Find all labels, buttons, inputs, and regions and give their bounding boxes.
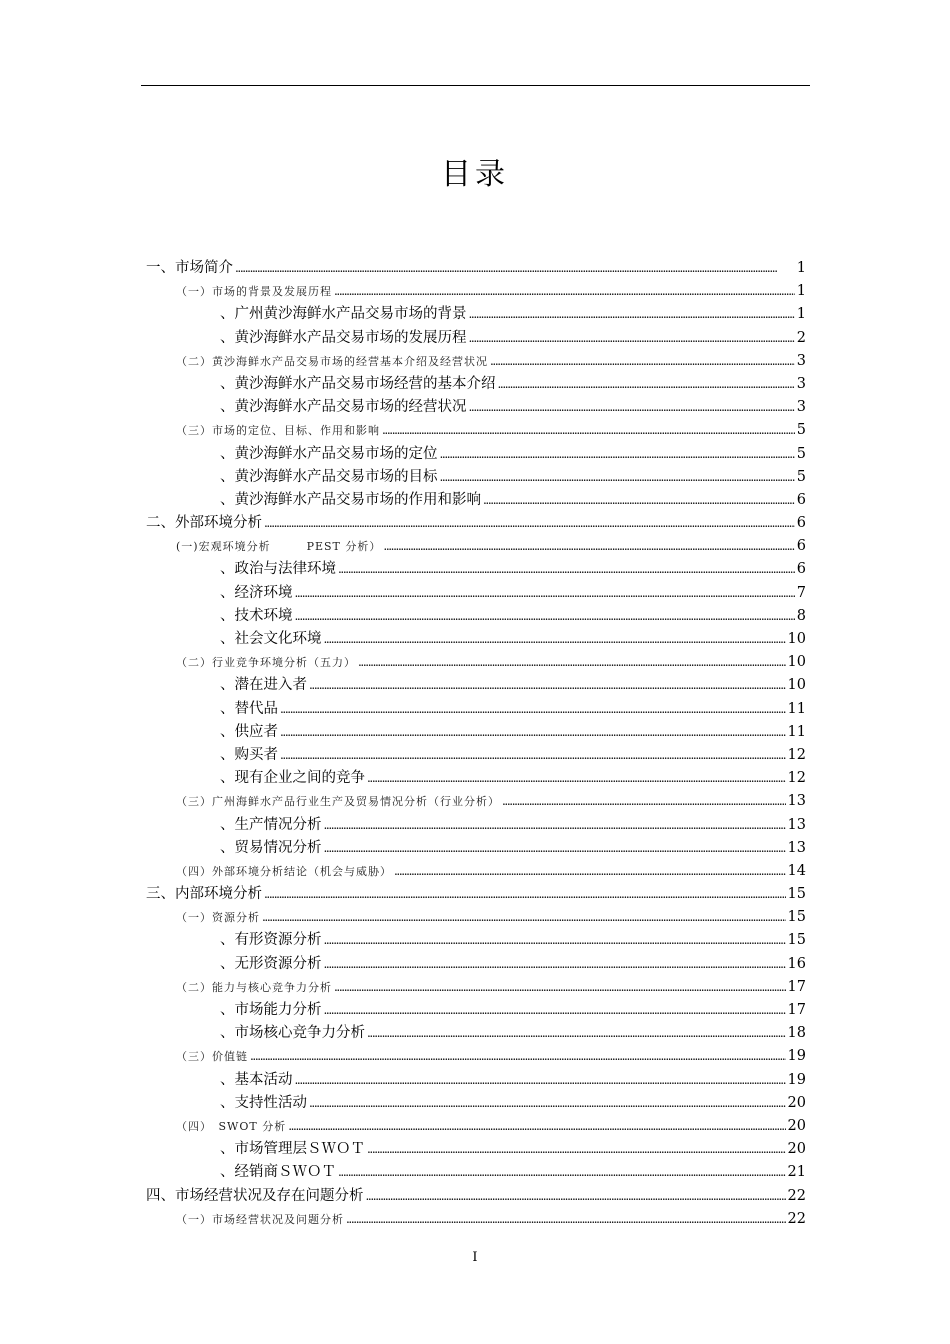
toc-entry-page: 20 bbox=[787, 1117, 806, 1134]
toc-leader-dots bbox=[280, 698, 786, 721]
toc-entry[interactable] bbox=[141, 1138, 806, 1161]
toc-leader-dots bbox=[338, 558, 795, 581]
toc-entry[interactable] bbox=[141, 350, 806, 373]
toc-entry-page: 10 bbox=[787, 677, 806, 694]
toc-leader-dots bbox=[338, 1161, 786, 1184]
toc-entry-page: 15 bbox=[787, 932, 806, 949]
toc-entry-page: 20 bbox=[787, 1141, 806, 1158]
toc-entry-page: 5 bbox=[796, 445, 806, 462]
toc-entry-text: 、黄沙海鲜水产品交易市场的作用和影响 bbox=[220, 491, 481, 508]
toc-entry-page: 14 bbox=[787, 862, 806, 879]
toc-entry[interactable] bbox=[141, 628, 806, 651]
toc-entry[interactable] bbox=[141, 327, 806, 350]
toc-entry[interactable] bbox=[141, 906, 806, 929]
toc-entry[interactable] bbox=[141, 443, 806, 466]
toc-leader-dots bbox=[262, 906, 786, 929]
toc-leader-dots bbox=[440, 443, 795, 466]
toc-entry-text: 、经销商ＳＷＯＴ bbox=[220, 1164, 336, 1181]
toc-leader-dots bbox=[394, 860, 786, 883]
toc-entry[interactable] bbox=[141, 1069, 806, 1092]
toc-entry-page: 22 bbox=[787, 1187, 806, 1204]
toc-entry-text: 、黄沙海鲜水产品交易市场的经营状况 bbox=[220, 399, 467, 416]
toc-entry-page: 19 bbox=[787, 1071, 806, 1088]
toc-entry-page: 5 bbox=[796, 468, 806, 485]
toc-entry[interactable] bbox=[141, 721, 806, 744]
toc-entry-text: 、购买者 bbox=[220, 746, 278, 763]
toc-entry-page: 13 bbox=[787, 793, 806, 810]
toc-entry[interactable] bbox=[141, 582, 806, 605]
toc-entry-page: 18 bbox=[787, 1025, 806, 1042]
toc-leader-dots bbox=[324, 837, 786, 860]
toc-entry-page: 1 bbox=[796, 260, 806, 276]
toc-leader-dots bbox=[367, 767, 786, 790]
toc-entry[interactable] bbox=[141, 929, 806, 952]
toc-entry-page: 2 bbox=[796, 329, 806, 346]
toc-entry-page: 17 bbox=[787, 978, 806, 995]
toc-leader-dots bbox=[483, 489, 795, 512]
toc-entry[interactable] bbox=[141, 860, 806, 883]
toc-entry-page: 19 bbox=[787, 1048, 806, 1065]
toc-leader-dots bbox=[367, 1138, 786, 1161]
toc-entry[interactable] bbox=[141, 744, 806, 767]
toc-entry-text: （二）能力与核心竞争力分析 bbox=[176, 980, 332, 994]
toc-entry[interactable] bbox=[141, 1092, 806, 1115]
toc-entry[interactable] bbox=[141, 953, 806, 976]
toc-leader-dots bbox=[346, 1208, 786, 1231]
toc-entry[interactable] bbox=[141, 466, 806, 489]
toc-entry-page: 6 bbox=[796, 491, 806, 508]
toc-entry[interactable] bbox=[141, 373, 806, 396]
toc-entry-text: （三）广州海鲜水产品行业生产及贸易情况分析（行业分析） bbox=[176, 795, 500, 809]
toc-entry-text: 、黄沙海鲜水产品交易市场的定位 bbox=[220, 445, 438, 462]
toc-entry[interactable] bbox=[141, 698, 806, 721]
toc-entry[interactable] bbox=[141, 999, 806, 1022]
toc-entry[interactable] bbox=[141, 767, 806, 790]
toc-entry-page: 10 bbox=[787, 654, 806, 671]
toc-leader-dots bbox=[358, 651, 786, 674]
toc-entry-text: （一）市场经营状况及问题分析 bbox=[176, 1212, 344, 1226]
toc-leader-dots bbox=[334, 976, 786, 999]
toc-entry-page: 10 bbox=[787, 631, 806, 647]
toc-entry[interactable] bbox=[141, 651, 806, 674]
toc-leader-dots bbox=[334, 280, 795, 303]
toc-entry-text: 、支持性活动 bbox=[220, 1094, 307, 1111]
toc-entry-page: 15 bbox=[787, 886, 806, 903]
toc-entry-text: 、政治与法律环境 bbox=[220, 561, 336, 578]
toc-leader-dots bbox=[324, 953, 786, 976]
page-number: I bbox=[472, 1250, 478, 1265]
header-rule bbox=[141, 85, 810, 86]
toc-entry-text: 三、内部环境分析 bbox=[146, 886, 262, 903]
table-of-contents bbox=[141, 257, 806, 1231]
toc-entry[interactable] bbox=[141, 674, 806, 697]
toc-entry-text: （二）行业竞争环境分析（五力） bbox=[176, 656, 356, 670]
toc-entry-text: 一、市场简介 bbox=[146, 260, 233, 276]
toc-entry[interactable] bbox=[141, 1208, 806, 1231]
toc-entry-text: 、现有企业之间的竞争 bbox=[220, 770, 365, 787]
toc-entry-page: 7 bbox=[796, 584, 806, 601]
toc-entry-page: 3 bbox=[796, 399, 806, 416]
toc-entry-text: 四、市场经营状况及存在问题分析 bbox=[146, 1187, 364, 1204]
toc-entry[interactable] bbox=[141, 303, 806, 326]
toc-entry[interactable] bbox=[141, 396, 806, 419]
toc-leader-dots bbox=[295, 1069, 786, 1092]
toc-entry-text: 、市场能力分析 bbox=[220, 1002, 322, 1018]
toc-entry-page: 8 bbox=[796, 607, 806, 624]
toc-entry-page: 6 bbox=[796, 515, 806, 532]
toc-entry-text: （一）市场的背景及发展历程 bbox=[176, 285, 332, 299]
toc-entry[interactable] bbox=[141, 1185, 806, 1208]
toc-entry-text: 、基本活动 bbox=[220, 1071, 293, 1088]
toc-entry[interactable] bbox=[141, 558, 806, 581]
toc-leader-dots bbox=[440, 466, 795, 489]
toc-entry-page: 11 bbox=[787, 700, 806, 717]
toc-entry-page: 1 bbox=[796, 283, 806, 300]
toc-entry[interactable] bbox=[141, 605, 806, 628]
toc-entry-text: 、贸易情况分析 bbox=[220, 839, 322, 856]
toc-entry-page: 17 bbox=[787, 1002, 806, 1018]
toc-entry[interactable] bbox=[141, 280, 806, 303]
toc-entry-page: 12 bbox=[787, 770, 806, 787]
toc-entry-text: 、生产情况分析 bbox=[220, 816, 322, 833]
toc-entry-page: 5 bbox=[796, 422, 806, 439]
toc-entry[interactable] bbox=[141, 790, 806, 813]
toc-entry-text: （三）价值链 bbox=[176, 1050, 248, 1064]
toc-entry-page: 1 bbox=[796, 306, 806, 323]
toc-leader-dots bbox=[498, 373, 795, 396]
toc-leader-dots bbox=[324, 999, 786, 1022]
toc-entry[interactable] bbox=[141, 257, 806, 280]
toc-entry-page: 16 bbox=[787, 955, 806, 972]
toc-entry-text: 、替代品 bbox=[220, 700, 278, 717]
toc-leader-dots bbox=[295, 605, 795, 628]
toc-entry-text: （四）外部环境分析结论（机会与威胁） bbox=[176, 864, 392, 878]
toc-leader-dots bbox=[280, 744, 786, 767]
toc-entry-text: 、有形资源分析 bbox=[220, 932, 322, 949]
toc-entry-page: 11 bbox=[787, 723, 806, 740]
toc-entry-page: 21 bbox=[787, 1164, 806, 1181]
toc-leader-dots bbox=[264, 512, 795, 535]
toc-entry[interactable] bbox=[141, 489, 806, 512]
toc-leader-dots bbox=[250, 1045, 786, 1068]
toc-entry-text: 、无形资源分析 bbox=[220, 955, 322, 972]
toc-entry-text: 、市场管理层ＳＷＯＴ bbox=[220, 1141, 365, 1158]
toc-entry-text: 二、外部环境分析 bbox=[146, 515, 262, 532]
toc-leader-dots bbox=[264, 883, 786, 906]
toc-entry[interactable] bbox=[141, 1115, 806, 1138]
toc-leader-dots bbox=[469, 303, 795, 326]
toc-leader-dots bbox=[367, 1022, 786, 1045]
toc-entry[interactable] bbox=[141, 512, 806, 535]
toc-entry-page: 13 bbox=[787, 839, 806, 856]
toc-leader-dots bbox=[324, 929, 786, 952]
page-title: 目录 bbox=[441, 157, 509, 192]
toc-entry[interactable] bbox=[141, 814, 806, 837]
toc-entry-text: 、黄沙海鲜水产品交易市场经营的基本介绍 bbox=[220, 375, 496, 392]
toc-entry-page: 13 bbox=[787, 816, 806, 833]
toc-leader-dots bbox=[324, 628, 786, 651]
toc-entry-text: 、技术环境 bbox=[220, 607, 293, 624]
toc-entry-text: 、黄沙海鲜水产品交易市场的发展历程 bbox=[220, 329, 467, 346]
toc-leader-dots bbox=[309, 1092, 786, 1115]
toc-entry-text: 、潜在进入者 bbox=[220, 677, 307, 694]
toc-entry-text: （二）黄沙海鲜水产品交易市场的经营基本介绍及经营状况 bbox=[176, 354, 488, 368]
toc-entry-text: （三）市场的定位、目标、作用和影响 bbox=[176, 424, 380, 438]
toc-entry-page: 6 bbox=[796, 538, 806, 555]
toc-leader-dots bbox=[235, 257, 795, 280]
toc-entry-text: 、供应者 bbox=[220, 723, 278, 740]
toc-entry-page: 3 bbox=[796, 375, 806, 392]
toc-entry-page: 6 bbox=[796, 561, 806, 578]
toc-entry[interactable] bbox=[141, 419, 806, 442]
toc-entry[interactable] bbox=[141, 1022, 806, 1045]
toc-leader-dots bbox=[502, 790, 786, 813]
toc-leader-dots bbox=[280, 721, 786, 744]
toc-entry-text: 、社会文化环境 bbox=[220, 631, 322, 647]
toc-entry-page: 12 bbox=[787, 746, 806, 763]
toc-leader-dots bbox=[469, 396, 795, 419]
toc-leader-dots bbox=[309, 674, 786, 697]
toc-entry[interactable] bbox=[141, 1161, 806, 1184]
toc-entry-text: （四） SWOT 分析 bbox=[176, 1119, 287, 1133]
toc-entry-page: 3 bbox=[796, 352, 806, 369]
toc-leader-dots bbox=[366, 1185, 786, 1208]
toc-leader-dots bbox=[288, 1115, 785, 1138]
toc-entry-page: 15 bbox=[787, 909, 806, 926]
toc-leader-dots bbox=[295, 582, 795, 605]
toc-entry[interactable] bbox=[141, 1045, 806, 1068]
toc-entry-page: 22 bbox=[787, 1210, 806, 1227]
toc-leader-dots bbox=[383, 535, 794, 558]
toc-entry-page: 20 bbox=[787, 1094, 806, 1111]
toc-entry-text: 、黄沙海鲜水产品交易市场的目标 bbox=[220, 468, 438, 485]
toc-entry-text: （一）资源分析 bbox=[176, 911, 260, 925]
toc-leader-dots bbox=[382, 419, 795, 442]
toc-entry[interactable] bbox=[141, 976, 806, 999]
toc-entry-text: 、经济环境 bbox=[220, 584, 293, 601]
toc-leader-dots bbox=[324, 814, 786, 837]
toc-entry-text: (一)宏观环境分析 PEST 分析） bbox=[176, 540, 382, 554]
toc-leader-dots bbox=[490, 350, 795, 373]
toc-entry-text: 、市场核心竞争力分析 bbox=[220, 1025, 365, 1042]
toc-entry[interactable] bbox=[141, 535, 806, 558]
toc-entry[interactable] bbox=[141, 883, 806, 906]
toc-entry-text: 、广州黄沙海鲜水产品交易市场的背景 bbox=[220, 306, 467, 323]
toc-leader-dots bbox=[469, 327, 795, 350]
toc-entry[interactable] bbox=[141, 837, 806, 860]
